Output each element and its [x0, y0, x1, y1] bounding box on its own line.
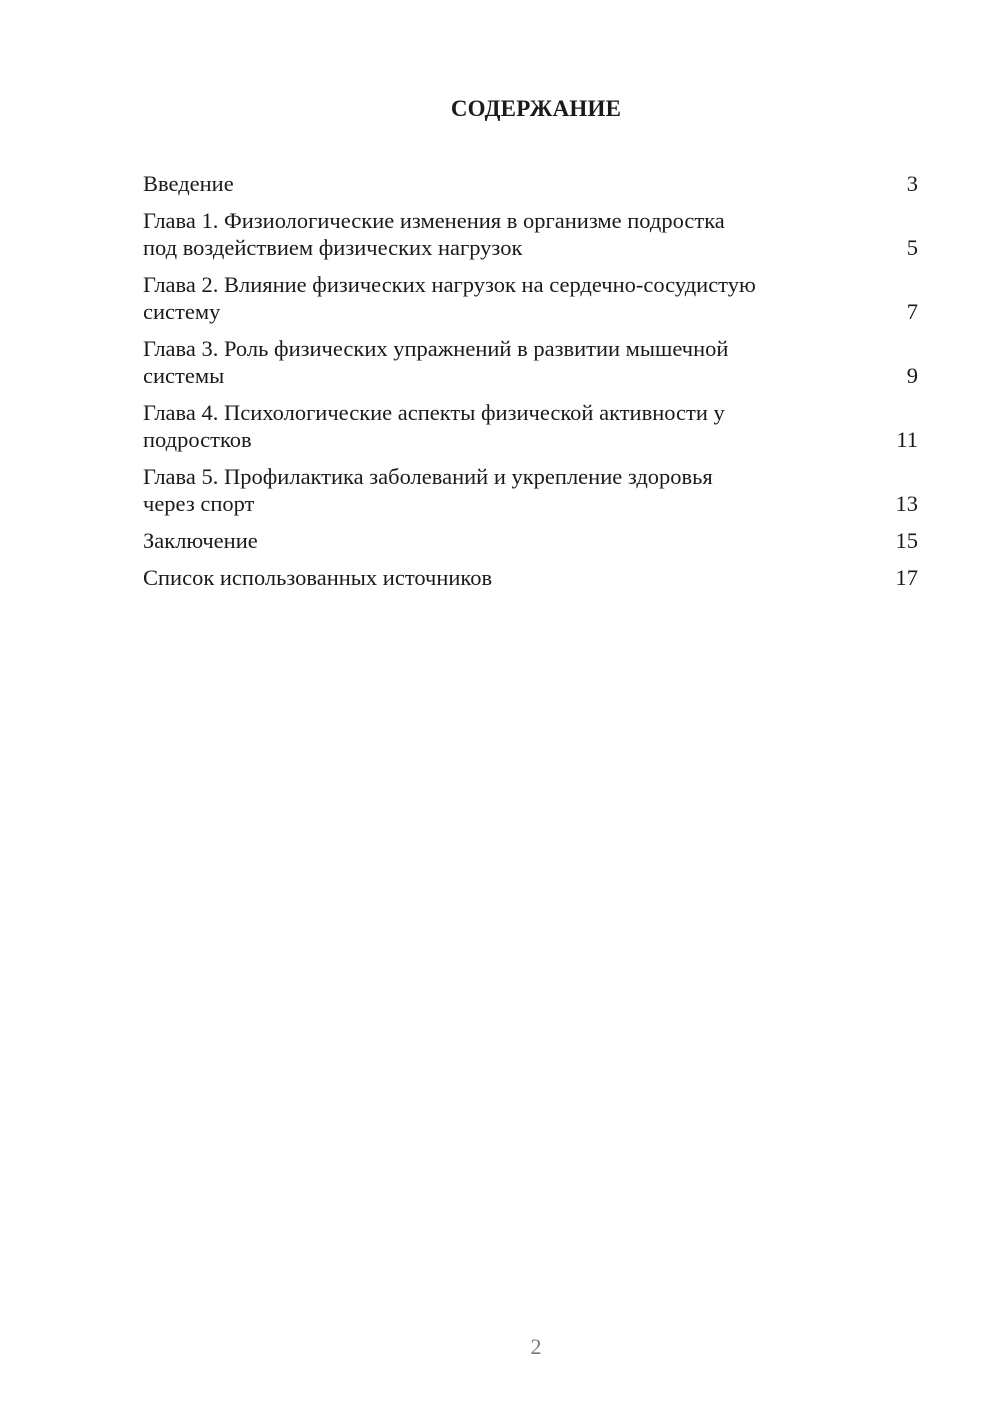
toc-entry-page: 7 [906, 299, 918, 324]
toc-entry-chapter-2 [143, 271, 918, 325]
page-number: 2 [530, 1334, 542, 1359]
toc-entry-chapter-1 [143, 207, 918, 261]
toc-entry-text: Глава 4. Психологические аспекты физической активности у подростков [143, 400, 725, 452]
toc-entry-introduction [143, 170, 918, 197]
toc-title: СОДЕРЖАНИЕ [450, 96, 622, 121]
table-of-contents [143, 170, 918, 601]
toc-entry-references [143, 564, 918, 591]
toc-entry-page: 3 [906, 171, 918, 196]
toc-entry-conclusion [143, 527, 918, 554]
toc-entry-text: Заключение [143, 528, 258, 553]
toc-entry-chapter-5 [143, 463, 918, 517]
toc-entry-text: Глава 1. Физиологические изменения в организме подростка под воздействием физических нагрузок [143, 208, 725, 260]
toc-entry-chapter-4 [143, 399, 918, 453]
toc-entry-page: 9 [906, 363, 918, 388]
toc-entry-text: Введение [143, 171, 234, 196]
toc-entry-page: 13 [895, 491, 918, 516]
toc-entry-text: Глава 5. Профилактика заболеваний и укрепление здоровья через спорт [143, 464, 713, 516]
toc-entry-text: Список использованных источников [143, 565, 493, 590]
toc-entry-page: 17 [895, 565, 918, 590]
toc-entry-page: 5 [906, 235, 918, 260]
toc-entry-text: Глава 3. Роль физических упражнений в развитии мышечной системы [143, 336, 729, 388]
toc-entry-chapter-3 [143, 335, 918, 389]
toc-entry-page: 15 [895, 528, 918, 553]
toc-entry-page: 11 [896, 427, 918, 452]
toc-entry-text: Глава 2. Влияние физических нагрузок на сердечно-сосудистую систему [143, 272, 756, 324]
